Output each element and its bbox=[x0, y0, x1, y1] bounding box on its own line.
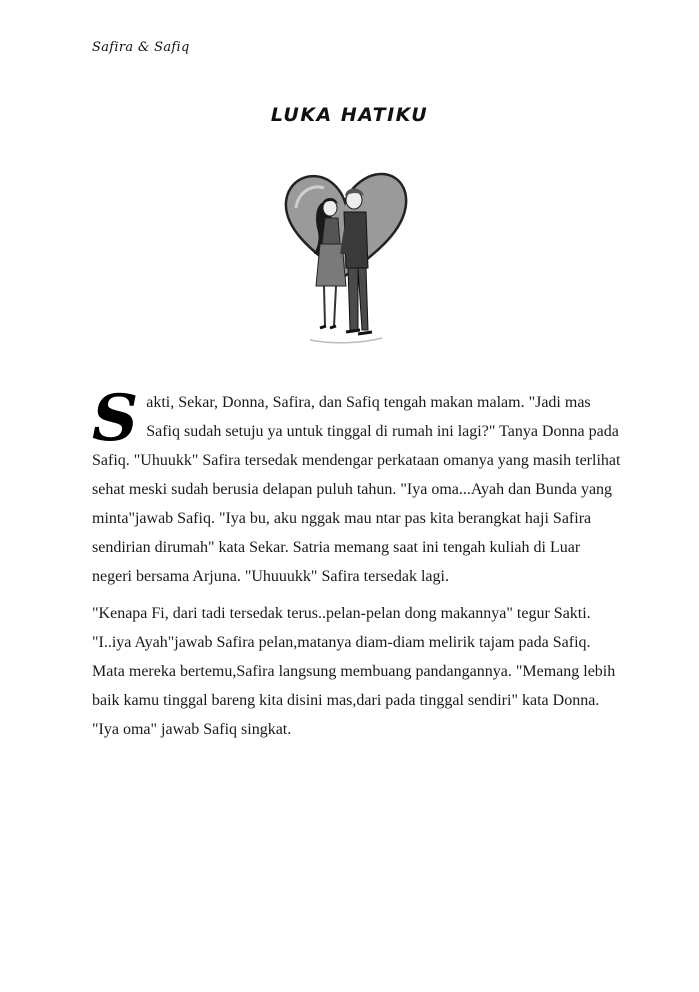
couple-heart-illustration bbox=[270, 158, 420, 358]
drop-cap: S bbox=[92, 381, 139, 456]
paragraph-1-text: akti, Sekar, Donna, Safira, dan Safiq tengah makan malam. "Jadi mas Safiq sudah setuju ya untuk tinggal di rumah ini lagi?" Tanya Donna pada Safiq. "Uhuukk" Safira tersedak mendengar perkataan omanya yang masih terlihat sehat meski sudah berusia delapan puluh tahun. "Iya oma...Ayah dan Bunda yang minta"jawab Safiq. "Iya bu, aku nggak mau ntar pas kita berangkat haji Safira sendirian dirumah" kata Sekar. Satria memang saat ini tengah kuliah di Luar negeri bersama Arjuna. "Uhuuukk" Safira tersedak lagi. bbox=[92, 394, 621, 585]
paragraph-2: "Kenapa Fi, dari tadi tersedak terus..pelan-pelan dong makannya" tegur Sakti. "I..iya Ayah"jawab Safira pelan,matanya diam-diam melirik tajam pada Safiq. Mata mereka bertemu,Safira langsung membuang pandangannya. "Memang lebih baik kamu tinggal bareng kita disini mas,dari pada tinggal sendiri" kata Donna. "Iya oma" jawab Safiq singkat. bbox=[92, 605, 616, 738]
body-text bbox=[92, 381, 622, 752]
running-header: Safira & Safiq bbox=[92, 40, 190, 55]
paragraph-1 bbox=[92, 381, 622, 591]
chapter-title: LUKA HATIKU bbox=[270, 104, 429, 126]
